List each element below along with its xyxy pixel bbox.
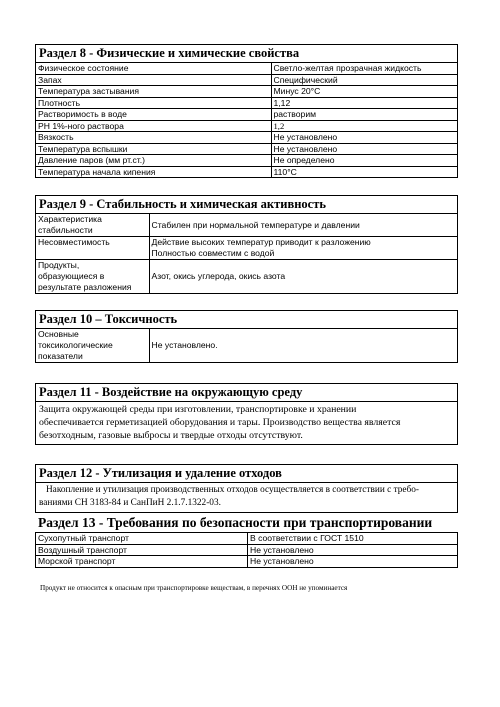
- property-label: Несовместимость: [36, 237, 149, 260]
- property-label: Температура вспышки: [36, 143, 271, 155]
- section-12-text: Накопление и утилизация производственных отходов осуществляется в соответствии с требо- ваниями СН 3183-84 и СанПиН 2.1.7.1322-03.: [39, 485, 420, 508]
- section-11-text: Защита окружающей среды при изготовлении, транспортировке и хранении обеспечивается герметизацией оборудования и тары. Производство вещества является безотходным, газовые выбросы и твердые отходы отсутствуют.: [39, 404, 401, 441]
- section-9: [35, 195, 458, 294]
- table-row: [36, 109, 457, 121]
- property-label: Основные токсикологические показатели: [38, 329, 113, 361]
- property-value: 1,2: [271, 120, 457, 132]
- property-value: 1,12: [271, 97, 457, 109]
- table-row: [36, 63, 457, 74]
- table-row: [36, 214, 457, 237]
- property-value: Азот, окись углерода, окись азота: [149, 260, 457, 294]
- property-label: Характеристика стабильности: [38, 214, 102, 235]
- section-11: [35, 383, 458, 445]
- property-value: Не установлено: [248, 544, 458, 556]
- section-8-table: [36, 63, 457, 177]
- property-value: Стабилен при нормальной температуре и давлении: [149, 214, 457, 237]
- property-value: Не определено: [271, 155, 457, 167]
- section-12-title: Раздел 12 - Утилизация и удаление отходов: [36, 465, 457, 483]
- table-row: [36, 329, 457, 362]
- section-10: [35, 310, 458, 363]
- table-row: [36, 120, 457, 132]
- section-10-title: Раздел 10 – Токсичность: [36, 311, 457, 329]
- section-8: [35, 44, 458, 178]
- table-row: [36, 74, 457, 86]
- section-9-title: Раздел 9 - Стабильность и химическая активность: [36, 196, 457, 214]
- property-label: Воздушный транспорт: [36, 544, 248, 556]
- table-row: [36, 533, 458, 544]
- section-13-title: Раздел 13 - Требования по безопасности при транспортировании: [35, 513, 458, 533]
- property-value: 110°С: [271, 166, 457, 177]
- property-value: Специфический: [271, 74, 457, 86]
- footer-note: Продукт не относится к опасным при транспортировке веществам, в перечнях ООН не упоминается: [40, 584, 348, 592]
- table-row: [36, 556, 458, 567]
- section-8-title: Раздел 8 - Физические и химические свойства: [36, 45, 457, 63]
- property-value: Светло-желтая прозрачная жидкость: [271, 63, 457, 74]
- table-row: [36, 97, 457, 109]
- section-9-table: [36, 214, 457, 293]
- property-value: Не установлено.: [149, 329, 457, 362]
- property-value: Минус 20°С: [271, 86, 457, 98]
- property-value: Не установлено: [271, 132, 457, 144]
- section-10-table: [36, 329, 457, 362]
- property-label: Температура застывания: [36, 86, 271, 98]
- table-row: [36, 544, 458, 556]
- table-row: [36, 132, 457, 144]
- property-label: Сухопутный транспорт: [38, 533, 129, 543]
- table-row: [36, 86, 457, 98]
- property-value: Не установлено: [271, 143, 457, 155]
- property-label: Температура начала кипения: [36, 166, 271, 177]
- property-label: Вязкость: [36, 132, 271, 144]
- property-value: Действие высоких температур приводит к разложению Полностью совместим с водой: [149, 237, 457, 260]
- table-row: [36, 155, 457, 167]
- property-label: Продукты, образующиеся в результате разложения: [36, 260, 149, 294]
- table-row: [36, 166, 457, 177]
- table-row: [36, 143, 457, 155]
- property-value: Не установлено: [248, 556, 458, 567]
- property-label: Запах: [36, 74, 271, 86]
- property-label: Плотность: [36, 97, 271, 109]
- property-value: растворим: [271, 109, 457, 121]
- section-11-title: Раздел 11 - Воздействие на окружающую среду: [36, 384, 457, 402]
- section-12: [35, 464, 458, 513]
- table-row: [36, 260, 457, 294]
- section-13-table: [35, 533, 458, 567]
- property-label: Давление паров (мм рт.ст.): [36, 155, 271, 167]
- property-label: Морской транспорт: [36, 556, 248, 567]
- section-13: [35, 513, 458, 568]
- property-label: Физическое состояние: [38, 63, 129, 73]
- property-value: В соответствии с ГОСТ 1510: [248, 533, 458, 544]
- property-label: Растворимость в воде: [36, 109, 271, 121]
- property-label: PH 1%-ного раствора: [36, 120, 271, 132]
- table-row: [36, 237, 457, 260]
